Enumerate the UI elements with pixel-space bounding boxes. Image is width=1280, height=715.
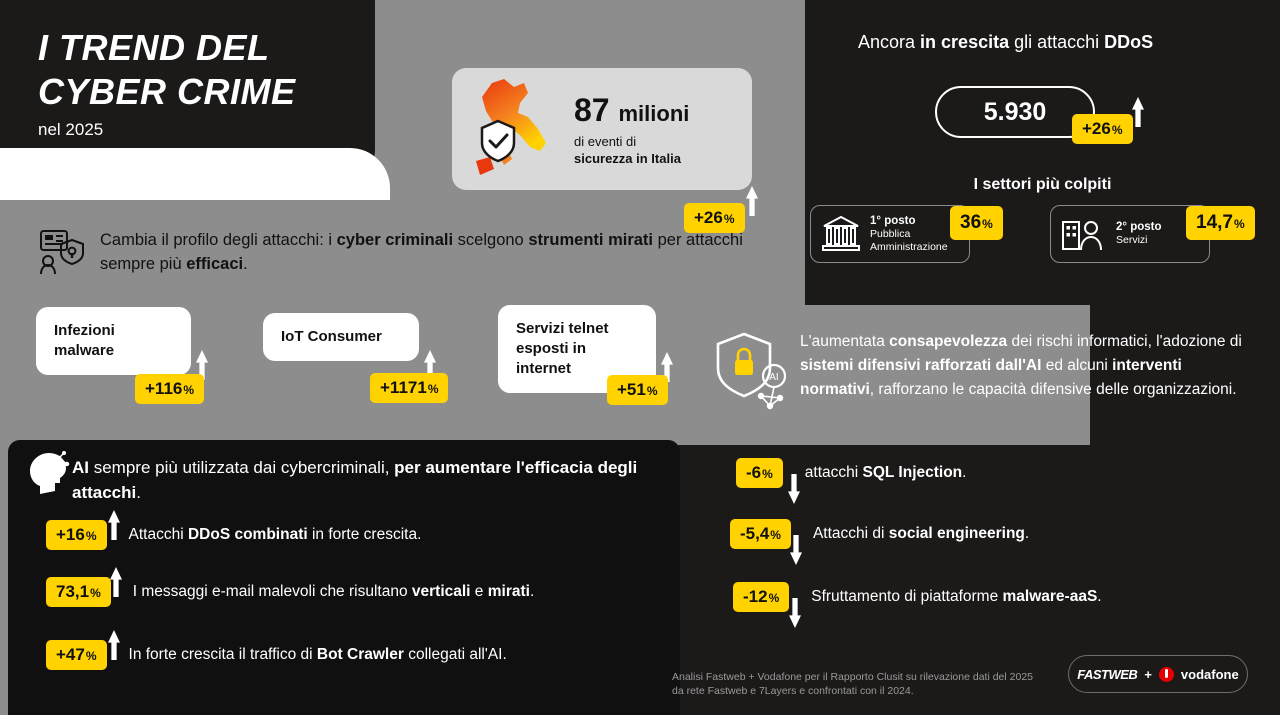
page-title	[38, 26, 296, 140]
ai-text-botcrawler: In forte crescita il traffico di Bot Crawler collegati all'AI.	[128, 646, 507, 663]
plus-sign: +	[1144, 666, 1152, 682]
decline-row-sql	[736, 458, 966, 488]
ai-head-icon	[26, 450, 70, 496]
sector-label-servizi: 2° posto Servizi	[1116, 221, 1162, 246]
ai-heading: AI sempre più utilizzata dai cybercriminali, per aumentare l'efficacia degli attacchi.	[72, 458, 638, 502]
vodafone-logo-text: vodafone	[1180, 666, 1239, 682]
stat-card-telnet: Servizi telnet esposti in internet	[498, 305, 656, 393]
stat-badge-telnet: +51 %	[607, 375, 668, 405]
ai-row-email	[46, 577, 534, 607]
decline-row-maas	[733, 582, 1102, 612]
italy-events-caption: di eventi di sicurezza in Italia	[574, 133, 681, 166]
decline-row-social	[730, 519, 1029, 549]
decline-badge-social: -5,4 %	[730, 519, 791, 549]
italy-events-card	[452, 68, 752, 190]
attack-profile-text: Cambia il profilo degli attacchi: i cyber criminali scelgono strumenti mirati per attacchi sempre più efficaci.	[100, 231, 743, 273]
sector-card-pa	[810, 205, 970, 263]
decline-badge-maas: -12 %	[733, 582, 789, 612]
shield-check-icon	[478, 119, 518, 163]
stat-card-iot: IoT Consumer	[263, 313, 419, 361]
ai-text-ddos: Attacchi DDoS combinati in forte crescita.	[128, 526, 422, 543]
decline-text-social: Attacchi di social engineering.	[812, 525, 1030, 542]
fastweb-logo: FASTWEB	[1077, 666, 1138, 682]
ai-badge-email: 73,1 %	[46, 577, 111, 607]
stat-badge-iot: +1171 %	[370, 373, 448, 403]
decline-text-maas: Sfruttamento di piattaforme malware-aaS.	[811, 588, 1102, 605]
trend-arrow-up-italy	[746, 186, 758, 216]
title-line-1: I TREND DEL	[38, 27, 270, 68]
ai-text-email: I messaggi e-mail malevoli che risultano verticali e mirati.	[132, 583, 535, 600]
sector-badge-servizi: 14,7 %	[1186, 206, 1255, 240]
italy-events-unit: milioni	[618, 100, 690, 126]
sector-badge-pa: 36 %	[950, 206, 1003, 240]
title-year: nel 2025	[38, 120, 104, 139]
awareness-text: L'aumentata consapevolezza dei rischi informatici, l'adozione di sistemi difensivi rafforzati dall'AI ed alcuni interventi normativi, rafforzano le capacità difensive delle organizzazioni.	[800, 333, 1242, 398]
svg-text:AI: AI	[769, 372, 779, 383]
background-white-notch	[0, 148, 390, 200]
ai-badge-botcrawler: +47 %	[46, 640, 107, 670]
decline-text-sql: attacchi SQL Injection.	[804, 464, 967, 481]
brand-logos	[1068, 655, 1248, 693]
ddos-value: 5.930	[935, 86, 1095, 138]
sectors-title: I settori più colpiti	[973, 176, 1112, 193]
stat-badge-malware: +116 %	[135, 374, 204, 404]
attack-profile-block	[38, 228, 768, 276]
italy-events-value: 87 milioni	[574, 91, 690, 128]
ai-badge-ddos: +16 %	[46, 520, 107, 550]
attack-profile-icon	[38, 228, 86, 276]
italy-map-icon	[468, 77, 560, 181]
ddos-heading: Ancora in crescita gli attacchi DDoS	[858, 32, 1154, 52]
stat-card-malware: Infezioni malware	[36, 307, 191, 375]
decline-badge-sql: -6 %	[736, 458, 783, 488]
ai-shield-lock-icon	[714, 330, 792, 416]
government-building-icon	[821, 215, 861, 253]
ai-row-ddos	[46, 520, 421, 550]
services-office-icon	[1061, 216, 1107, 252]
vodafone-logo-icon	[1159, 667, 1174, 682]
ddos-badge: +26 %	[1072, 114, 1133, 144]
source-note: Analisi Fastweb + Vodafone per il Rapporto Clusit su rilevazione dati del 2025 da rete Fastweb e 7Layers e confrontati con il 2024.	[672, 671, 1034, 697]
sector-label-pa: 1° posto Pubblica Amministrazione	[870, 214, 948, 253]
italy-events-badge: +26 %	[684, 203, 745, 233]
title-line-2: CYBER CRIME	[38, 71, 296, 112]
